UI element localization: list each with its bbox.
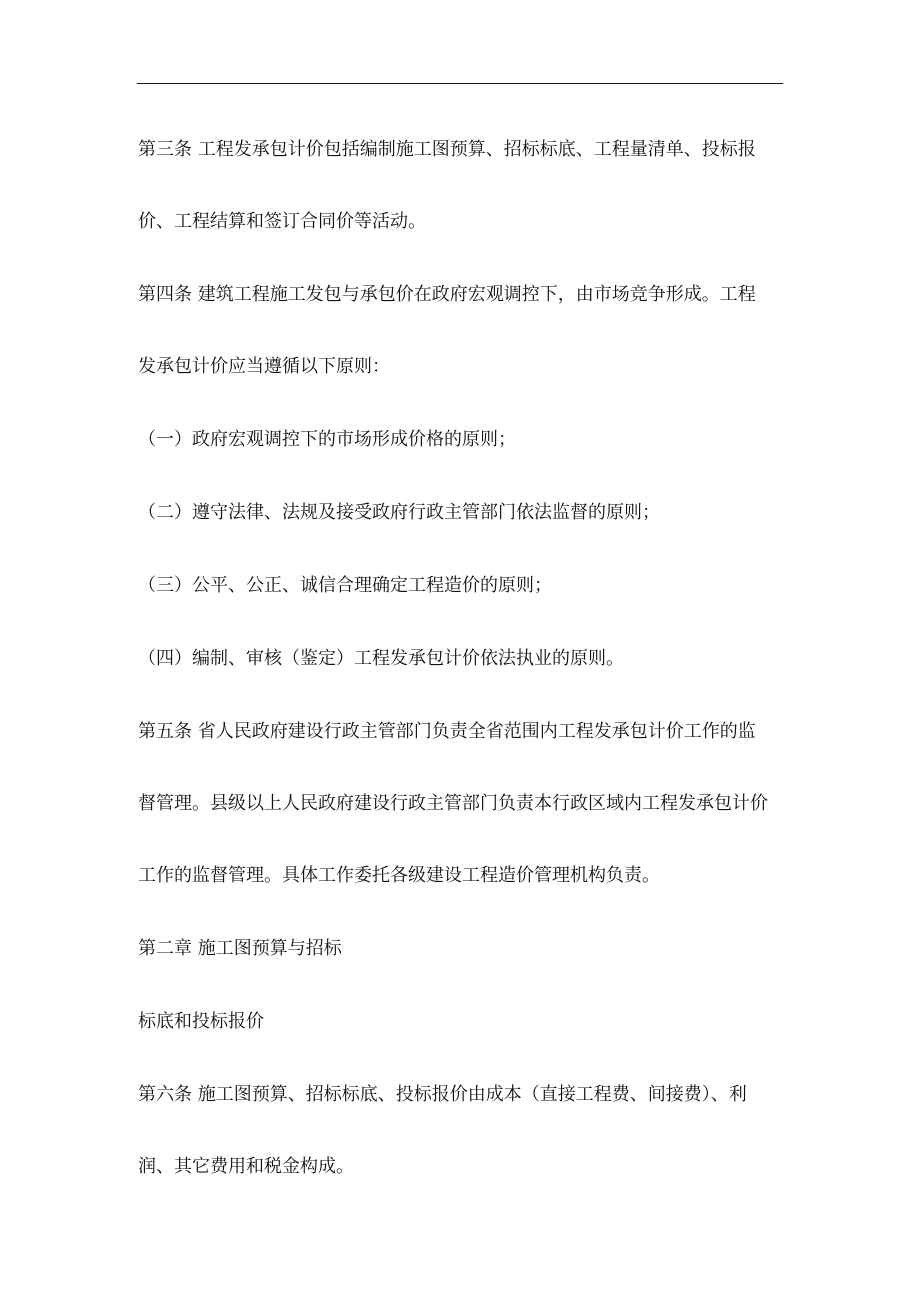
article-5-line-1: 第五条 省人民政府建设行政主管部门负责全省范围内工程发承包计价工作的监 bbox=[138, 721, 756, 742]
article-4-line-2: 发承包计价应当遵循以下原则： bbox=[138, 356, 390, 377]
article-6-line-1: 第六条 施工图预算、招标标底、投标报价由成本（直接工程费、间接费）、利 bbox=[138, 1084, 747, 1105]
article-4-line-1: 第四条 建筑工程施工发包与承包价在政府宏观调控下，由市场竞争形成。工程 bbox=[138, 284, 756, 305]
chapter-2-title: 第二章 施工图预算与招标 bbox=[138, 938, 342, 959]
header-rule bbox=[137, 83, 783, 84]
chapter-2-subtitle: 标底和投标报价 bbox=[138, 1011, 264, 1032]
principle-2: （二）遵守法律、法规及接受政府行政主管部门依法监督的原则； bbox=[138, 502, 660, 523]
article-3-line-2: 价、工程结算和签订合同价等活动。 bbox=[138, 211, 426, 232]
article-5-line-2: 督管理。县级以上人民政府建设行政主管部门负责本行政区域内工程发承包计价 bbox=[138, 793, 768, 814]
article-6 bbox=[138, 1077, 786, 1184]
principle-1: （一）政府宏观调控下的市场形成价格的原则； bbox=[138, 429, 516, 450]
principle-3: （三）公平、公正、诚信合理确定工程造价的原则； bbox=[138, 575, 552, 596]
article-6-line-2: 润、其它费用和税金构成。 bbox=[138, 1156, 354, 1177]
article-3-line-1: 第三条 工程发承包计价包括编制施工图预算、招标标底、工程量清单、投标报 bbox=[138, 139, 756, 160]
article-3 bbox=[138, 132, 786, 239]
article-5 bbox=[138, 714, 786, 893]
document-body bbox=[138, 132, 786, 1184]
principle-4: （四）编制、审核（鉴定）工程发承包计价依法执业的原则。 bbox=[138, 648, 624, 669]
article-5-line-3: 工作的监督管理。具体工作委托各级建设工程造价管理机构负责。 bbox=[138, 865, 660, 886]
article-4 bbox=[138, 277, 786, 384]
